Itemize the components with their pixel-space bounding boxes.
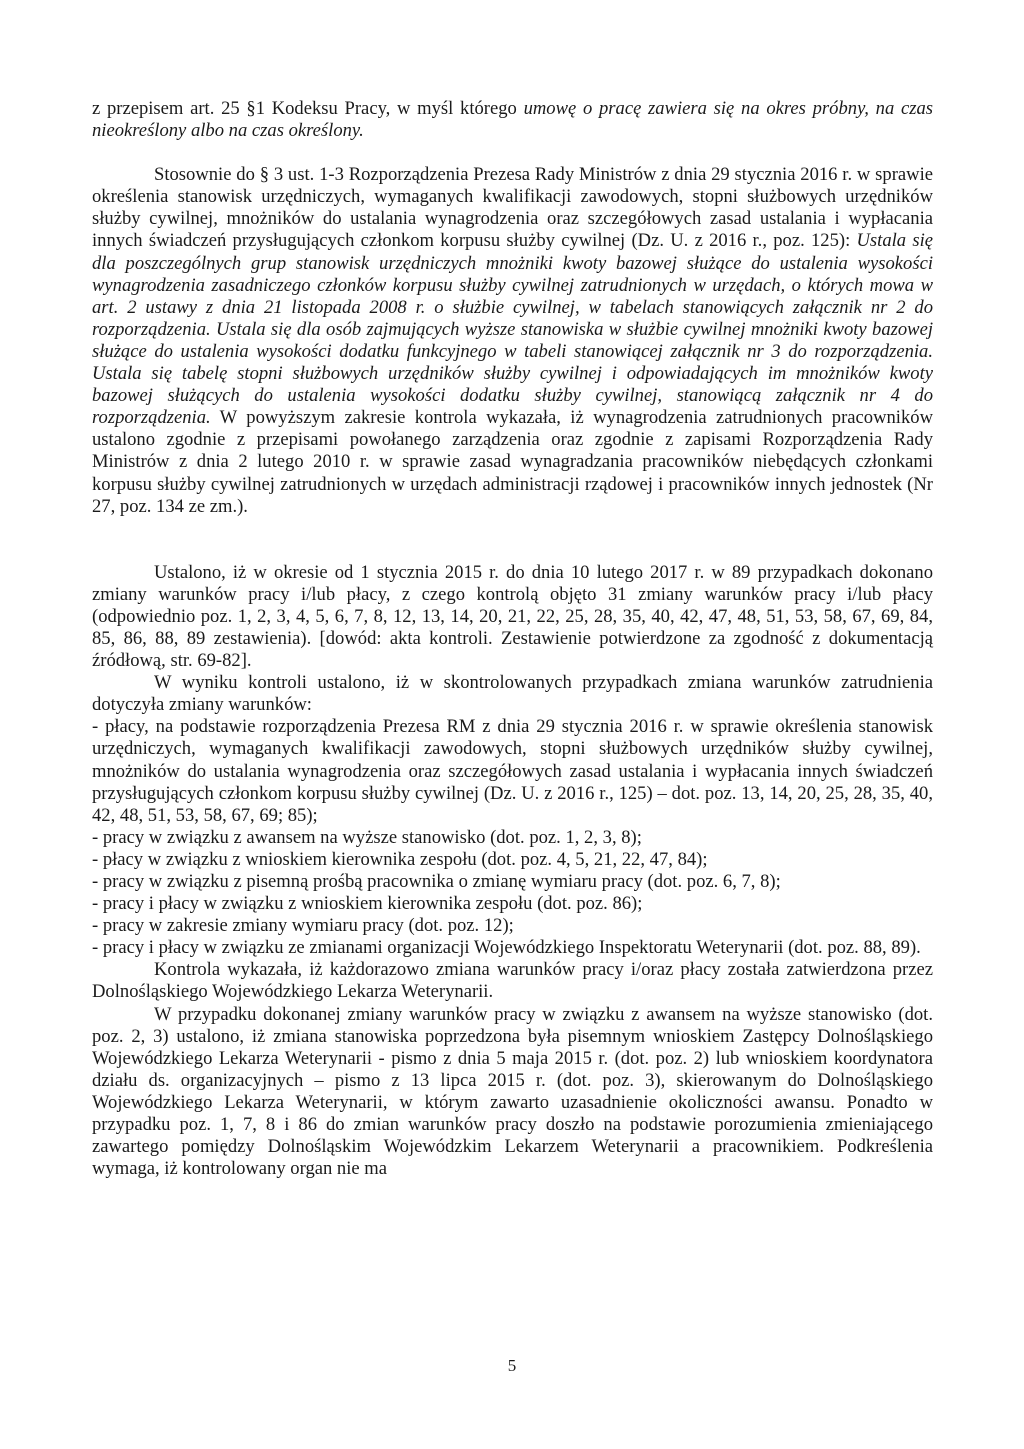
list-item: - pracy i płacy w związku ze zmianami organizacji Wojewódzkiego Inspektoratu Weterynarii (dot. poz. 88, 89). <box>92 937 921 959</box>
changes-list <box>92 716 933 959</box>
paragraph-labor-code <box>92 98 933 142</box>
list-item: - pracy i płacy w związku z wnioskiem kierownika zespołu (dot. poz. 86); <box>92 893 643 915</box>
document-body <box>92 98 933 1180</box>
quoted-text: Ustala się dla poszczególnych grup stanowisk urzędniczych mnożniki kwoty bazowej służące do ustalenia wysokości wynagrodzenia zasadniczego członków korpusu służby cywilnej zatrudnionych w urzędach, o których mowa w art. 2 ustawy z dnia 21 listopada 2008 r. o służbie cywilnej, w tabelach stanowiących załącznik nr 2 do rozporządzenia. Ustala się dla osób zajmujących wyższe stanowiska w służbie cywilnej mnożniki kwoty bazowej służące do ustalenia wysokości dodatku funkcyjnego w tabeli stanowiącej załącznik nr 3 do rozporządzenia. Ustala się tabelę stopni służbowych urzędników służby cywilnej i odpowiadających im mnożników kwoty bazowej służących do ustalenia wysokości dodatku służby cywilnej, stanowiącą załącznik nr 4 do rozporządzenia. <box>92 230 933 429</box>
list-item: - pracy w zakresie zmiany wymiaru pracy (dot. poz. 12); <box>92 915 514 937</box>
paragraph-control-result: W wyniku kontroli ustalono, iż w skontrolowanych przypadkach zmiana warunków zatrudnienia dotyczyła zmiany warunków: <box>92 672 933 716</box>
paragraph-regulation <box>92 164 933 518</box>
quoted-text: umowę o pracę zawiera się na okres próbny, na czas nieokreślony albo na czas określony. <box>92 98 933 142</box>
list-item: - pracy w związku z awansem na wyższe stanowisko (dot. poz. 1, 2, 3, 8); <box>92 826 642 848</box>
paragraph-promotion: W przypadku dokonanej zmiany warunków pracy w związku z awansem na wyższe stanowisko (dot. poz. 2, 3) ustalono, iż zmiana stanowiska poprzedzona była pisemnym wnioskiem Zastępcy Dolnośląskiego Wojewódzkiego Lekarza Weterynarii - pismo z dnia 5 maja 2015 r. (dot. poz. 2) lub wnioskiem koordynatora działu ds. organizacyjnych – pismo z 13 lipca 2015 r. (dot. poz. 3), skierowanym do Dolnośląskiego Wojewódzkiego Lekarza Weterynarii, w którym zawarto uzasadnienie okoliczności awansu. Ponadto w przypadku poz. 1, 7, 8 i 86 do zmian warunków pracy doszło na podstawie porozumienia zmieniającego zawartego pomiędzy Dolnośląskim Wojewódzkim Lekarzem Weterynarii a pracownikiem. Podkreślenia wymaga, iż kontrolowany organ nie ma <box>92 1003 933 1180</box>
list-item: - płacy w związku z wnioskiem kierownika zespołu (dot. poz. 4, 5, 21, 22, 47, 84); <box>92 848 708 870</box>
paragraph-text: Stosownie do § 3 ust. 1-3 Rozporządzenia Prezesa Rady Ministrów z dnia 29 stycznia 2016 r. w sprawie określenia stanowisk urzędniczych, wymaganych kwalifikacji zawodowych, stopni służbowych urzędników służby cywilnej, mnożników do ustalania wynagrodzenia oraz szczegółowych zasad ustalania i wypłacania innych świadczeń przysługujących członkom korpusu służby cywilnej (Dz. U. z 2016 r., poz. 125): <box>92 164 933 252</box>
paragraph-text: W powyższym zakresie kontrola wykazała, iż wynagrodzenia zatrudnionych pracowników ustalono zgodnie z przepisami powołanego zarządzenia oraz zgodnie z zapisami Rozporządzenia Rady Ministrów z dnia 2 lutego 2010 r. w sprawie zasad wynagradzania pracowników niebędących członkami korpusu służby cywilnej zatrudnionych w urzędach administracji rządowej i pracowników innych jednostek (Nr 27, poz. 134 ze zm.). <box>92 407 933 517</box>
list-item: - pracy w związku z pisemną prośbą pracownika o zmianę wymiaru pracy (dot. poz. 6, 7, 8); <box>92 871 781 892</box>
list-item: - płacy, na podstawie rozporządzenia Prezesa RM z dnia 29 stycznia 2016 r. w sprawie określenia stanowisk urzędniczych, wymaganych kwalifikacji zawodowych, stopni służbowych urzędników służby cywilnej, mnożników do ustalania wynagrodzenia oraz szczegółowych zasad ustalania i wypłacania innych świadczeń przysługujących członkom korpusu służby cywilnej (Dz. U. z 2016 r., 125) – dot. poz. 13, 14, 20, 25, 28, 35, 40, 42, 48, 51, 53, 58, 67, 69; 85); <box>92 716 933 826</box>
paragraph-findings: Ustalono, iż w okresie od 1 stycznia 2015 r. do dnia 10 lutego 2017 r. w 89 przypadkach dokonano zmiany warunków pracy i/lub płacy, z czego kontrolą objęto 31 zmiany warunków pracy i/lub płacy (odpowiednio poz. 1, 2, 3, 4, 5, 6, 7, 8, 12, 13, 14, 20, 21, 22, 25, 28, 35, 40, 42, 47, 48, 51, 53, 58, 67, 69, 84, 85, 86, 88, 89 zestawienia). [dowód: akta kontroli. Zestawienie potwierdzone za zgodność z dokumentacją źródłową, str. 69-82]. <box>92 561 933 672</box>
paragraph-approval: Kontrola wykazała, iż każdorazowo zmiana warunków pracy i/oraz płacy została zatwierdzona przez Dolnośląskiego Wojewódzkiego Lekarza Weterynarii. <box>92 959 933 1003</box>
paragraph-text: z przepisem art. 25 §1 Kodeksu Pracy, w myśl którego <box>92 98 524 119</box>
page-number: 5 <box>507 1356 517 1375</box>
